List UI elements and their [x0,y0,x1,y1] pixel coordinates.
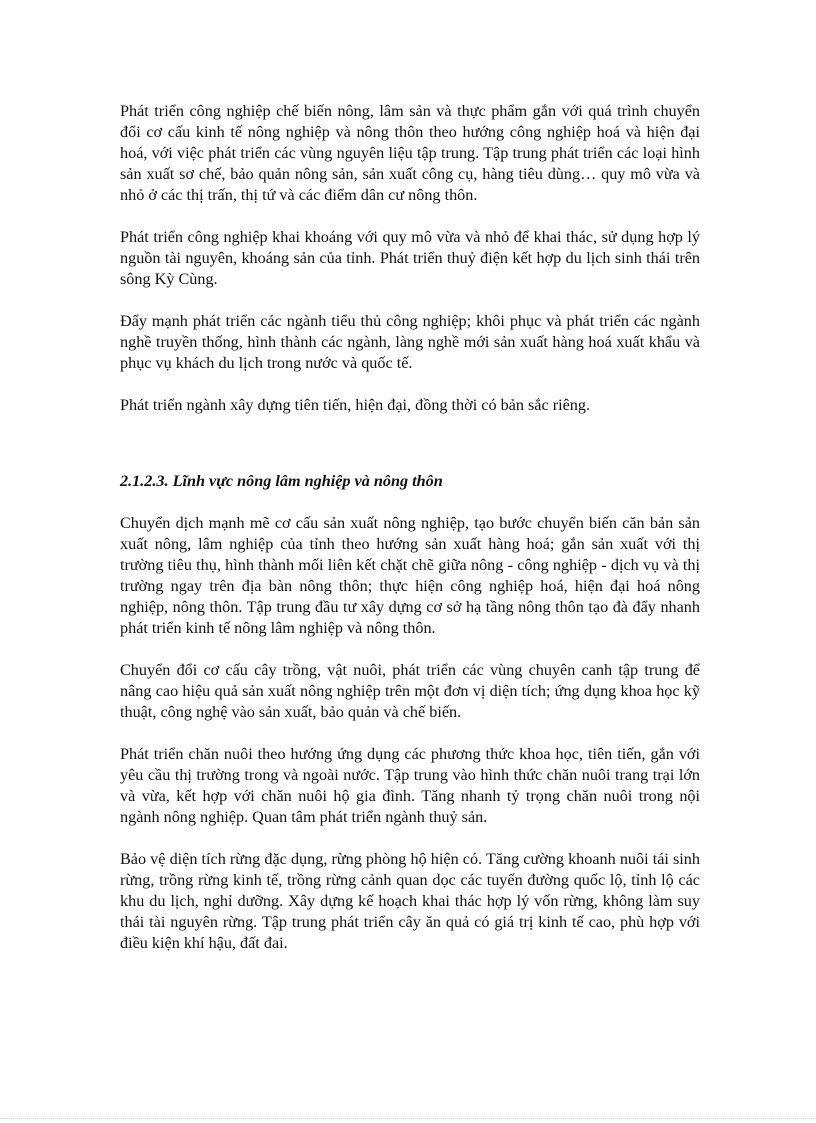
document-body [120,101,700,975]
paragraph-processing-industry: Phát triển công nghiệp chế biến nông, lâm sản và thực phẩm gắn với quá trình chuyển đổi cơ cấu kinh tế nông nghiệp và nông thôn theo hướng công nghiệp hoá và hiện đại hoá, với việc phát triển các vùng nguyên liệu tập trung. Tập trung phát triển các loại hình sản xuất sơ chế, bảo quản nông sản, sản xuất công cụ, hàng tiêu dùng… quy mô vừa và nhỏ ở các thị trấn, thị tứ và các điểm dân cư nông thôn. [120,102,700,204]
paragraph-handicraft: Đẩy mạnh phát triển các ngành tiểu thủ công nghiệp; khôi phục và phát triển các ngành nghề truyền thống, hình thành các ngành, làng nghề mới sản xuất hàng hoá xuất khẩu và phục vụ khách du lịch trong nước và quốc tế. [120,312,700,372]
paragraph-forest-protection: Bảo vệ diện tích rừng đặc dụng, rừng phòng hộ hiện có. Tăng cường khoanh nuôi tái sinh rừng, trồng rừng kinh tế, trồng rừng cảnh quan dọc các tuyến đường quốc lộ, tỉnh lộ các khu du lịch, nghỉ dưỡng. Xây dựng kế hoạch khai thác hợp lý vốn rừng, không làm suy thái tài nguyên rừng. Tập trung phát triển cây ăn quả có giá trị kinh tế cao, phù hợp với điều kiện khí hậu, đất đai. [120,850,700,952]
section-heading: 2.1.2.3. Lĩnh vực nông lâm nghiệp và nông thôn [120,472,443,490]
paragraph-animal-husbandry: Phát triển chăn nuôi theo hướng ứng dụng các phương thức khoa học, tiên tiến, gắn với yêu cầu thị trường trong và ngoài nước. Tập trung vào hình thức chăn nuôi trang trại lớn và vừa, kết hợp với chăn nuôi hộ gia đình. Tăng nhanh tỷ trọng chăn nuôi trong nội ngành nông nghiệp. Quan tâm phát triển ngành thuỷ sản. [120,745,700,826]
page-bottom-border [0,1118,816,1119]
paragraph-agriculture-restructuring: Chuyển dịch mạnh mẽ cơ cấu sản xuất nông nghiệp, tạo bước chuyển biến căn bản sản xuất nông, lâm nghiệp của tỉnh theo hướng sản xuất hàng hoá; gắn sản xuất với thị trường tiêu thụ, hình thành mối liên kết chặt chẽ giữa nông - công nghiệp - dịch vụ và thị trường ngay trên địa bàn nông thôn; thực hiện công nghiệp hoá, hiện đại hoá nông nghiệp, nông thôn. Tập trung đầu tư xây dựng cơ sở hạ tầng nông thôn tạo đà đẩy nhanh phát triển kinh tế nông lâm nghiệp và nông thôn. [120,514,700,637]
paragraph-mining-industry: Phát triển công nghiệp khai khoáng với quy mô vừa và nhỏ để khai thác, sử dụng hợp lý nguồn tài nguyên, khoáng sản của tỉnh. Phát triển thuỷ điện kết hợp du lịch sinh thái trên sông Kỳ Cùng. [120,228,700,288]
paragraph-crop-livestock: Chuyển đổi cơ cấu cây trồng, vật nuôi, phát triển các vùng chuyên canh tập trung để nâng cao hiệu quả sản xuất nông nghiệp trên một đơn vị diện tích; ứng dụng khoa học kỹ thuật, công nghệ vào sản xuất, bảo quản và chế biến. [120,661,700,721]
paragraph-construction: Phát triển ngành xây dựng tiên tiến, hiện đại, đồng thời có bản sắc riêng. [120,396,591,414]
